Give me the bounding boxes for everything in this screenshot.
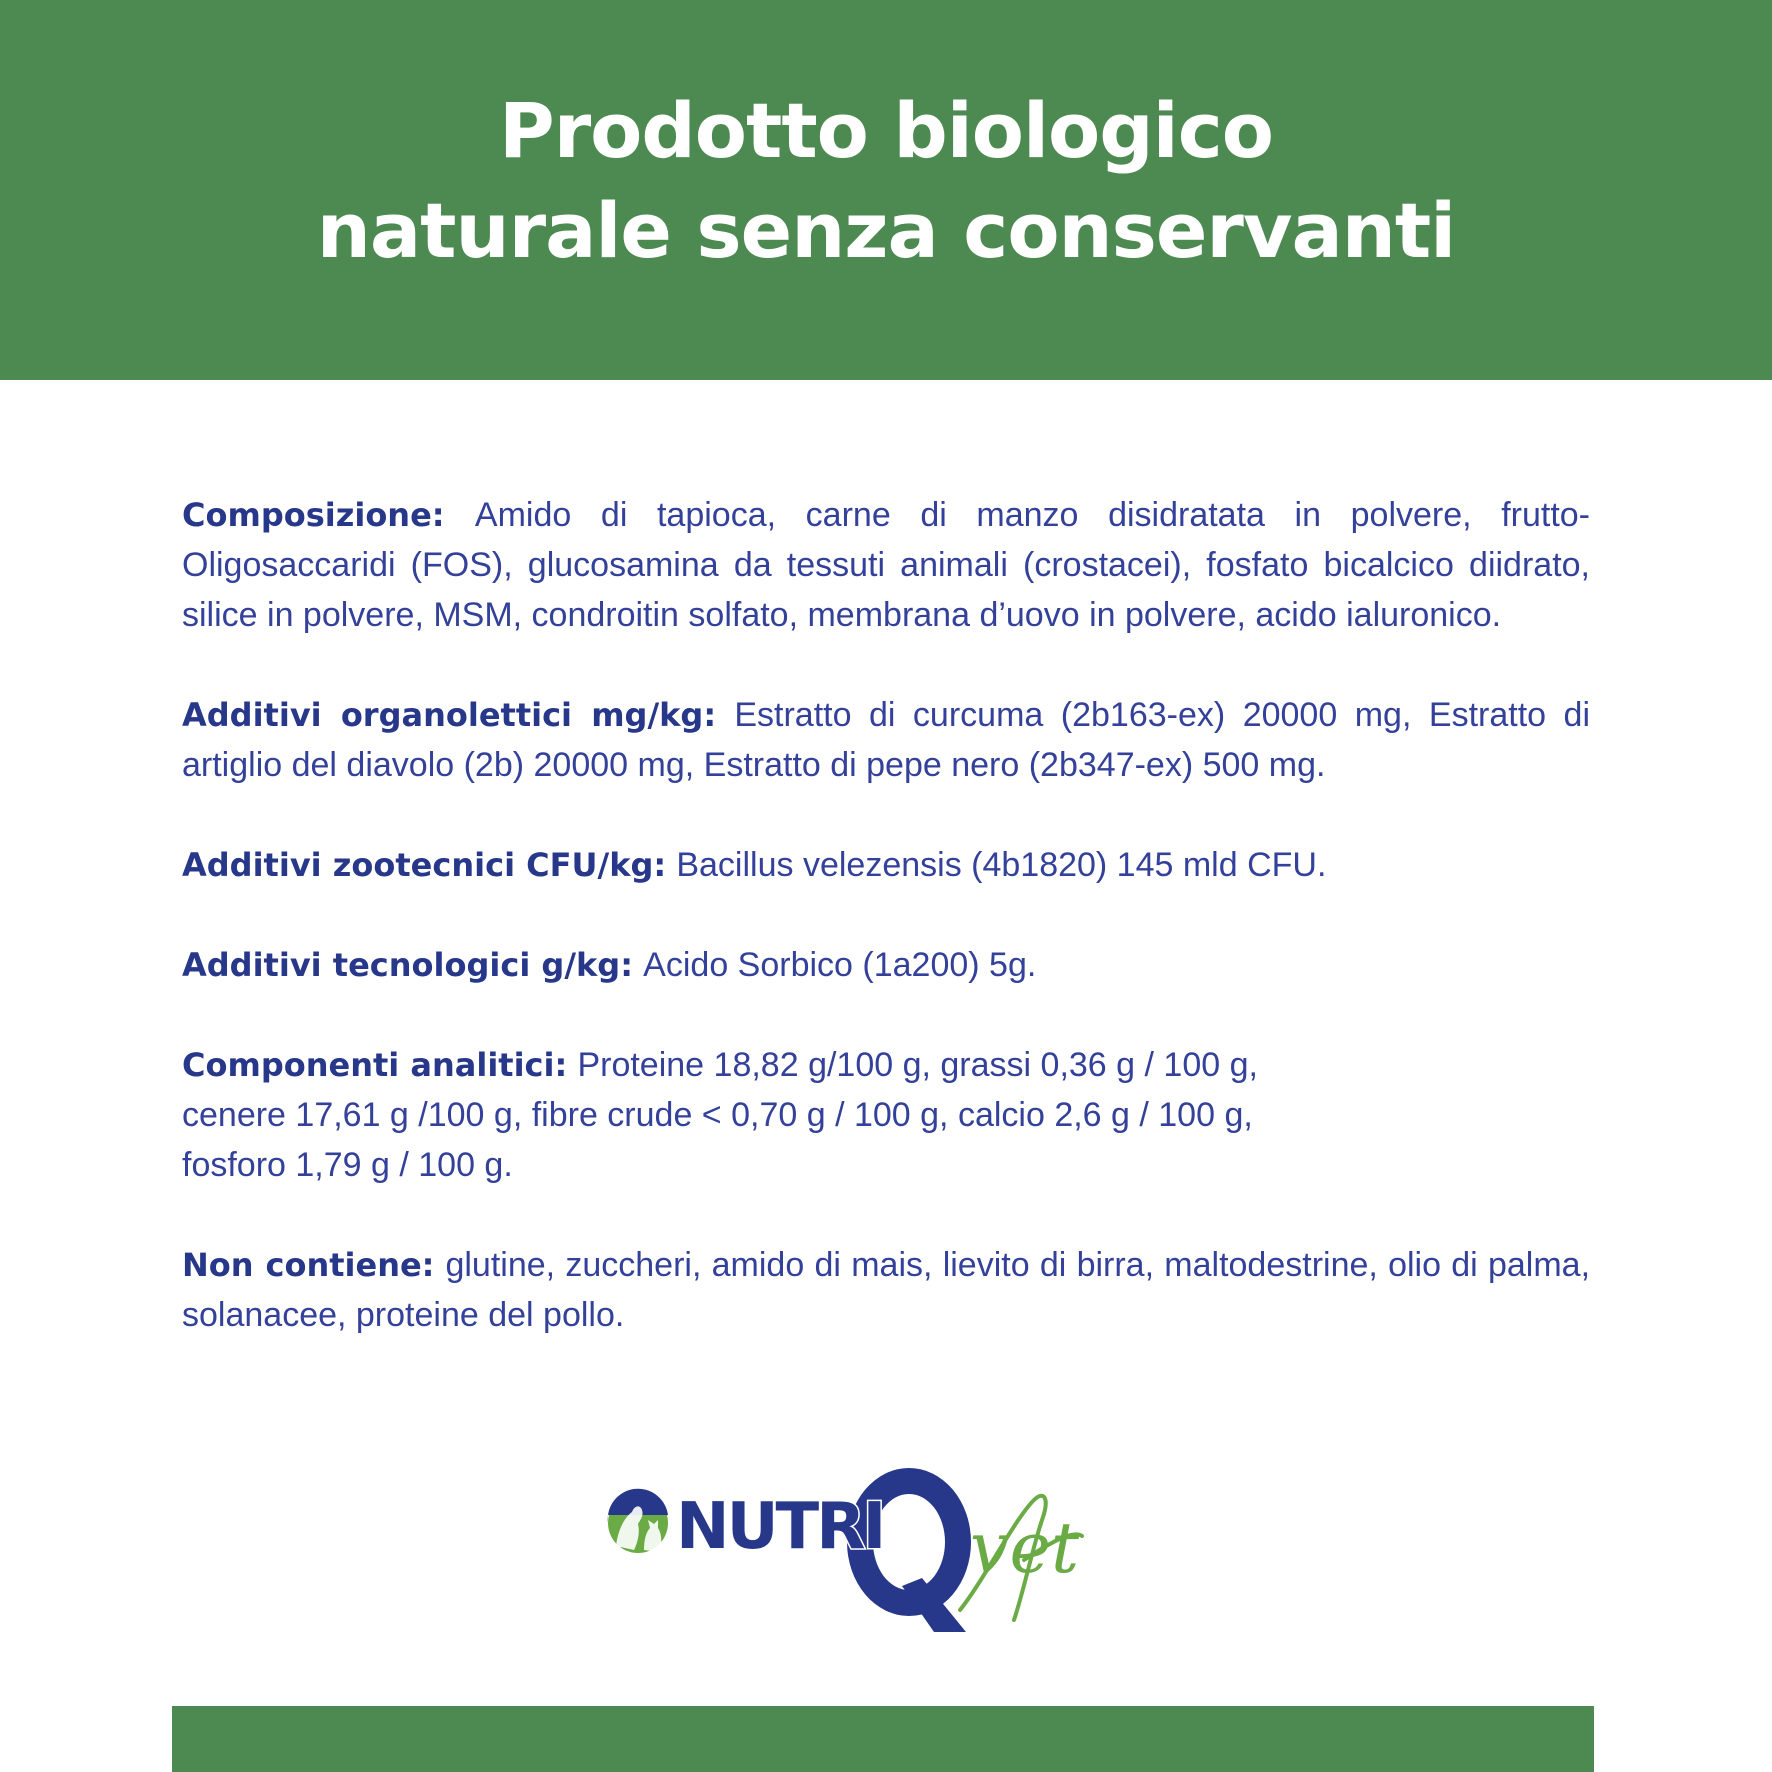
analytical-components-section	[182, 1040, 1590, 1190]
title-line-2: naturale senza conservanti	[316, 186, 1456, 275]
logo-nutri-text: NUTRI	[676, 1490, 884, 1564]
technological-additives-section	[182, 940, 1590, 990]
footer-bar	[172, 1706, 1594, 1772]
composition-section	[182, 490, 1590, 640]
logo-graphic	[604, 1460, 1164, 1640]
analytical-components-text-2: cenere 17,61 g /100 g, fibre crude < 0,70 g / 100 g, calcio 2,6 g / 100 g,	[182, 1096, 1253, 1134]
technological-additives-label: Additivi tecnologici g/kg:	[182, 946, 633, 984]
zootechnical-additives-section	[182, 840, 1590, 890]
technological-additives-text: Acido Sorbico (1a200) 5g.	[643, 946, 1037, 984]
analytical-components-label: Componenti analitici:	[182, 1046, 568, 1084]
does-not-contain-section	[182, 1240, 1590, 1340]
analytical-line-1	[182, 1040, 1590, 1090]
analytical-components-text-3: fosforo 1,79 g / 100 g.	[182, 1146, 513, 1184]
pet-emblem-icon	[608, 1489, 668, 1553]
analytical-components-text-1: Proteine 18,82 g/100 g, grassi 0,36 g / 100 g,	[577, 1046, 1258, 1084]
composition-text: Amido di tapioca, carne di manzo disidratata in polvere, frutto-Oligosaccaridi (FOS), glucosamina da tessuti animali (crostacei), fosfato bicalcico diidrato, silice in polvere, MSM, condroitin solfato, membrana d’uovo in polvere, acido ialuronico.	[182, 496, 1591, 634]
header-banner	[0, 0, 1772, 380]
organoleptic-additives-text: Estratto di curcuma (2b163-ex) 20000 mg, Estratto di artiglio del diavolo (2b) 20000 mg, Estratto di pepe nero (2b347-ex) 500 mg.	[182, 696, 1590, 784]
does-not-contain-text: glutine, zuccheri, amido di mais, lievito di birra, maltodestrine, olio di palma, solanacee, proteine del pollo.	[182, 1246, 1591, 1334]
composition-label: Composizione:	[182, 496, 445, 534]
zootechnical-additives-label: Additivi zootecnici CFU/kg:	[182, 846, 667, 884]
page-title	[317, 81, 1455, 281]
nutriqvet-logo	[604, 1460, 1164, 1640]
does-not-contain-label: Non contiene:	[182, 1246, 435, 1284]
title-line-1: Prodotto biologico	[499, 86, 1273, 175]
product-details	[182, 490, 1590, 1340]
organoleptic-additives-section	[182, 690, 1590, 790]
zootechnical-additives-text: Bacillus velezensis (4b1820) 145 mld CFU.	[676, 846, 1327, 884]
organoleptic-additives-label: Additivi organolettici mg/kg:	[182, 696, 717, 734]
logo-vet-text: vet	[970, 1507, 1080, 1589]
